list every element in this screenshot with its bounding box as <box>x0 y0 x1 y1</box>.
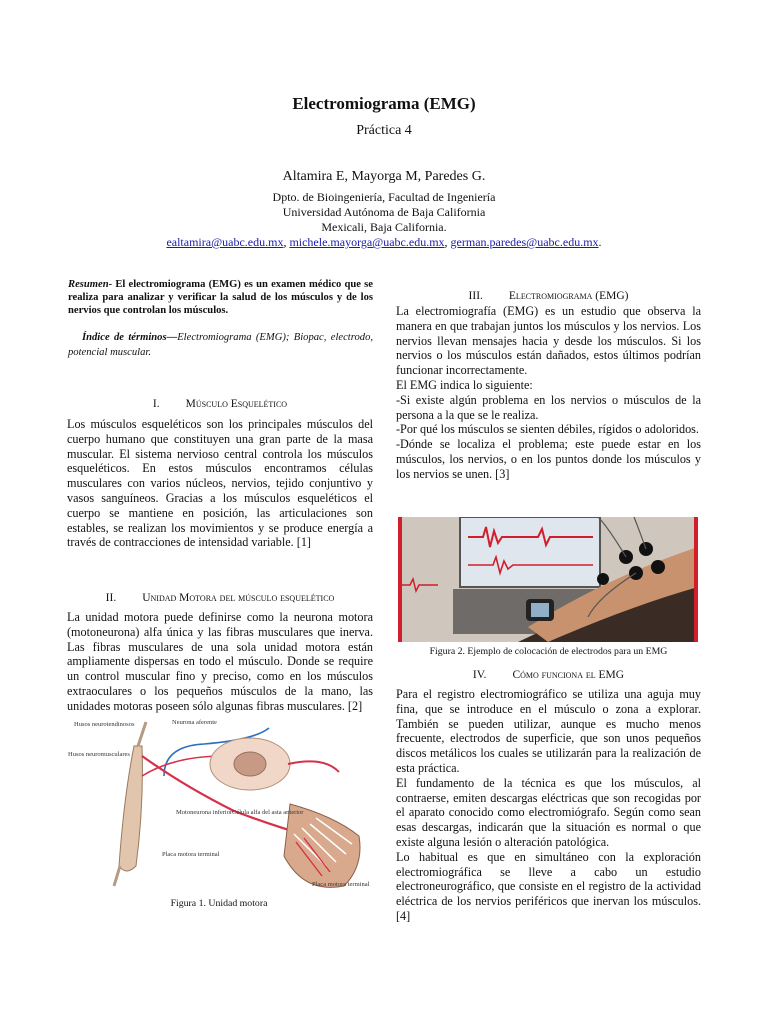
section-heading-4: IV. Cómo funciona el EMG <box>472 669 625 681</box>
email-line: ealtamira@uabc.edu.mx, michele.mayorga@uabc.edu.mx, german.paredes@uabc.edu.mx. <box>166 235 602 249</box>
keywords <box>68 331 373 360</box>
section-4-body: Para el registro electromiográfico se utiliza una aguja muy fina, que se introduce en el músculo o zona a explorar. También se pueden utilizar, aunque es mucho menos frecuente, electrodos de superficie, que son unos pequeños discos metálicos los cuales se utilizarán para la realización de esta práctica. El fundamento de la técnica es que los músculos, al contraerse, emiten descargas eléctricas que son recogidas por el aparato conocido como electromiógrafo. Según como sean esas descargas, indicarán que la situación es normal o que existe alguna lesión o alteración patológica. Lo habitual es que en simultáneo con la exploración electromiográfica se lleve a cabo un estudio electroneurográfico, que consiste en el registro de la actividad eléctrica de los nervios periféricos que inervan los músculos. [4] <box>396 687 701 923</box>
abstract-text: El electromiograma (EMG) es un examen médico que se realiza para analizar y verificar la salud de los músculos y de los nervios que controlan los músculos. <box>68 279 373 317</box>
affiliation-block <box>0 190 768 250</box>
electrode-photo-illustration <box>398 517 698 642</box>
email-link[interactable]: ealtamira@uabc.edu.mx <box>166 235 284 249</box>
section-heading-3: III. Electromiograma (EMG) <box>468 290 629 302</box>
paper-subtitle: Práctica 4 <box>356 123 412 138</box>
section-2-body: La unidad motora puede definirse como la neurona motora (motoneurona) alfa única y las fibras musculares que inerva. Las fibras musculares de una sola unidad motora están ampliamente dispersas en todo el músculo. Donde se require un control muscular fino y preciso, como en los músculos extraoculares o los pequeños músculos de la mano, las unidades motoras poseen sólo algunas fibras musculares. [2] <box>67 610 373 713</box>
figure-motor-unit <box>64 716 374 894</box>
fig1-label: Neurona aferente <box>172 719 217 726</box>
fig1-label: Motoneurona inferior <box>176 809 233 816</box>
keywords-text: Electromiograma (EMG); Biopac, electrodo, potencial muscular. <box>68 332 374 358</box>
section-heading-1: I. Músculo Esquelético <box>152 398 288 410</box>
section-heading-2: II. Unidad Motora del músculo esquelético <box>105 592 335 604</box>
fig1-label: Placa motora terminal <box>312 881 370 888</box>
abstract-lead: Resumen- <box>68 279 113 290</box>
email-link[interactable]: german.paredes@uabc.edu.mx <box>450 235 599 249</box>
affiliation-line: Mexicali, Baja California. <box>321 220 447 234</box>
fig1-label: Husos neuromusculares <box>68 751 130 758</box>
paper-title: Electromiograma (EMG) <box>292 94 476 113</box>
affiliation-line: Dpto. de Bioingeniería, Facultad de Ingeniería <box>272 190 496 204</box>
keywords-lead: Índice de términos— <box>82 332 178 343</box>
affiliation-line: Universidad Autónoma de Baja California <box>282 205 486 219</box>
section-1-body: Los músculos esqueléticos son los principales músculos del cuerpo humano que constituyen una gran parte de la masa muscular. El sistema nervioso central controla los músculos esqueléticos. En estos músculos encontramos células musculares con varios núcleos, nervios, tejido conjuntivo y vasos sanguíneos. Gracias a los músculos esqueléticos el cuerpo se mantiene en posición, las articulaciones son estables, se realizan los movimientos y se produce energía a través de contracciones de intensidad variable. [1] <box>67 417 373 550</box>
email-link[interactable]: michele.mayorga@uabc.edu.mx <box>289 235 445 249</box>
figure-2-caption: Figura 2. Ejemplo de colocación de electrodos para un EMG <box>429 646 668 657</box>
fig1-label: Célula alfa del asta anterior <box>232 809 304 816</box>
figure-1-caption: Figura 1. Unidad motora <box>170 898 268 909</box>
abstract <box>68 278 373 318</box>
motor-unit-diagram <box>64 716 374 894</box>
section-3-body: La electromiografía (EMG) es un estudio que observa la manera en que trabajan juntos los músculos y los nervios. Los nervios llevan mensajes hacia y desde los músculos. Si los nervios o los músculos están dañados, estos últimos podrían funcionar incorrectamente. El EMG indica lo siguiente: -Si existe algún problema en los nervios o músculos de la persona a la que se le realiza. -Por qué los músculos se sienten débiles, rígidos o adoloridos. -Dónde se localiza el problema; este puede estar en los músculos, los nervios, o en los puntos donde los músculos y los nervios se unen. [3] <box>396 304 701 481</box>
figure-electrode-photo <box>398 517 698 642</box>
fig1-label: Placa motora terminal <box>162 851 220 858</box>
fig1-label: Husos neurotendinosos <box>74 721 135 728</box>
paper-authors: Altamira E, Mayorga M, Paredes G. <box>282 169 486 184</box>
